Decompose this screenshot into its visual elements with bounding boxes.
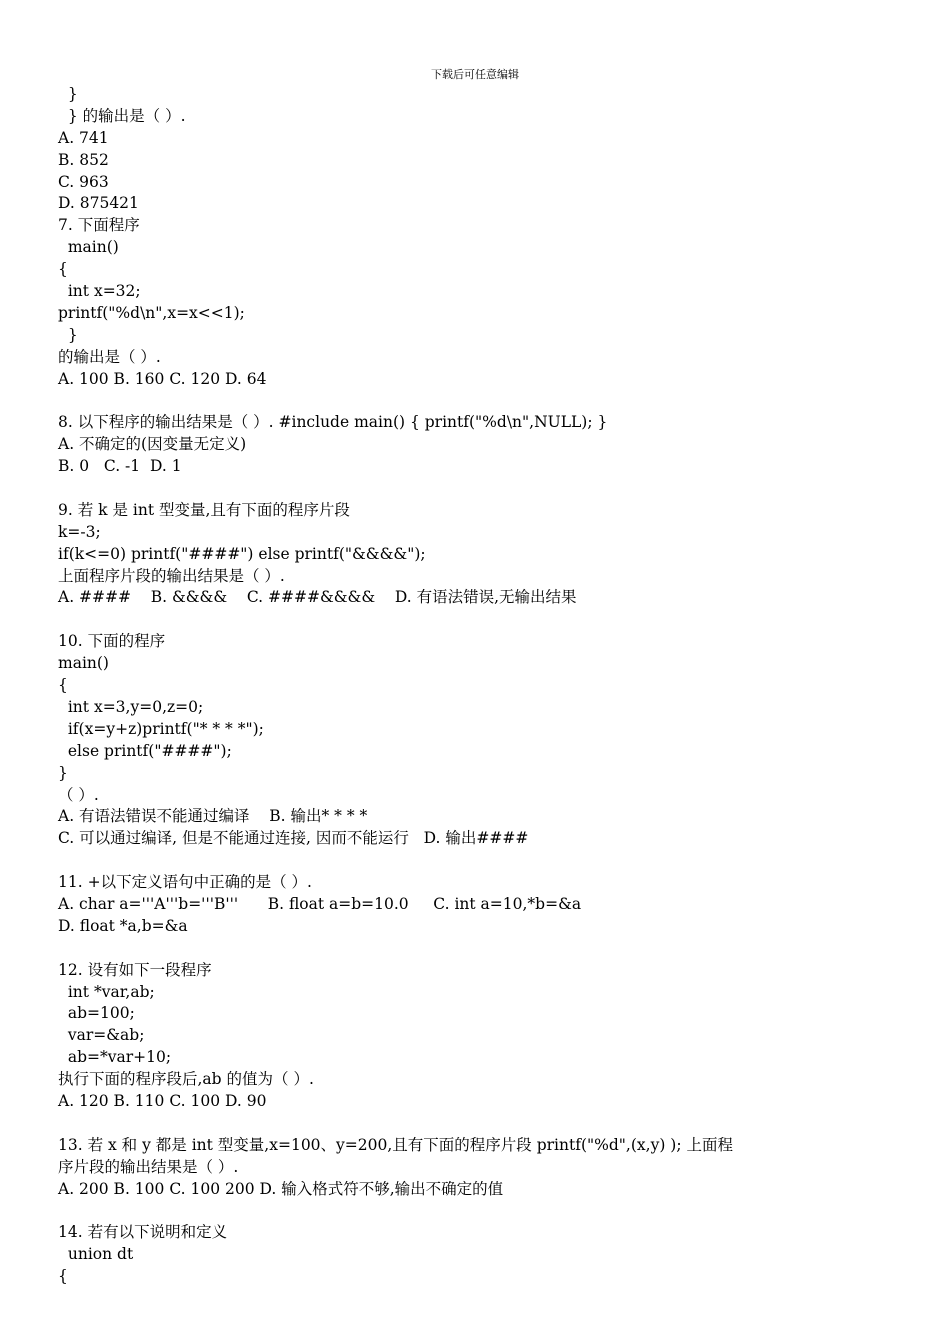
text-line: A. 100 B. 160 C. 120 D. 64	[58, 369, 267, 388]
text-line: D. 875421	[58, 194, 139, 213]
text-line: 执行下面的程序段后,ab 的值为（ ）.	[58, 1070, 314, 1089]
text-line: 的输出是（ ）.	[58, 347, 161, 366]
text-line: 9. 若 k 是 int 型变量,且有下面的程序片段	[58, 500, 350, 519]
text-line: int x=3,y=0,z=0;	[58, 697, 204, 716]
text-line	[58, 1113, 908, 1135]
text-line: k=-3;	[58, 522, 101, 541]
text-line: 12. 设有如下一段程序	[58, 960, 212, 979]
text-line: {	[58, 260, 68, 279]
text-line: 序片段的输出结果是（ ）.	[58, 1157, 239, 1176]
text-line: 10. 下面的程序	[58, 632, 166, 651]
text-line: 7. 下面程序	[58, 216, 140, 235]
text-line	[58, 938, 908, 960]
text-line: A. char a='''A'''b='''B''' B. float a=b=10.0 C. int a=10,*b=&a	[58, 894, 582, 913]
text-line: var=&ab;	[58, 1026, 145, 1045]
text-line: 14. 若有以下说明和定义	[58, 1223, 228, 1242]
text-line: 13. 若 x 和 y 都是 int 型变量,x=100、y=200,且有下面的程序片段 printf("%d",(x,y) ); 上面程	[58, 1135, 733, 1154]
text-line	[58, 390, 908, 412]
text-line	[58, 850, 908, 872]
text-line: } 的输出是（ ）.	[58, 106, 186, 125]
text-line: A. 741	[58, 128, 109, 147]
text-line: A. #### B. &&&& C. ####&&&& D. 有语法错误,无输出结果	[58, 588, 577, 607]
text-line: （ ）.	[58, 785, 99, 804]
text-line: C. 可以通过编译, 但是不能通过连接, 因而不能运行 D. 输出####	[58, 829, 529, 848]
text-line: A. 120 B. 110 C. 100 D. 90	[58, 1091, 267, 1110]
text-line: B. 852	[58, 150, 109, 169]
text-line: ab=*var+10;	[58, 1048, 172, 1067]
text-line: D. float *a,b=&a	[58, 916, 188, 935]
text-line: }	[58, 325, 78, 344]
text-line: A. 有语法错误不能通过编译 B. 输出* * * *	[58, 807, 368, 826]
text-line: else printf("####");	[58, 741, 232, 760]
text-line: if(x=y+z)printf("* * * *");	[58, 719, 264, 738]
text-line	[58, 609, 908, 631]
text-line: A. 200 B. 100 C. 100 200 D. 输入格式符不够,输出不确定的值	[58, 1179, 504, 1198]
text-line: 8. 以下程序的输出结果是（ ）. #include main() { printf("%d\n",NULL); }	[58, 413, 608, 432]
page-header: 下载后可任意编辑	[431, 68, 519, 81]
text-line: }	[58, 763, 68, 782]
text-line: C. 963	[58, 172, 109, 191]
text-line: {	[58, 676, 68, 695]
text-line: main()	[58, 238, 119, 257]
text-line: int *var,ab;	[58, 982, 155, 1001]
text-line: A. 不确定的(因变量无定义)	[58, 435, 247, 454]
text-line: ab=100;	[58, 1004, 135, 1023]
text-line	[58, 478, 908, 500]
text-line: }	[58, 85, 78, 103]
document-body	[58, 84, 908, 1288]
text-line: main()	[58, 654, 109, 673]
text-line: {	[58, 1267, 68, 1286]
text-line: 11. +以下定义语句中正确的是（ ）.	[58, 873, 312, 892]
text-line	[58, 1200, 908, 1222]
text-line: 上面程序片段的输出结果是（ ）.	[58, 566, 285, 585]
text-line: int x=32;	[58, 282, 141, 301]
text-line: union dt	[58, 1245, 134, 1264]
text-line: printf("%d\n",x=x<<1);	[58, 303, 245, 322]
text-line: if(k<=0) printf("####") else printf("&&&&");	[58, 544, 426, 563]
text-line: B. 0 C. -1 D. 1	[58, 457, 182, 476]
